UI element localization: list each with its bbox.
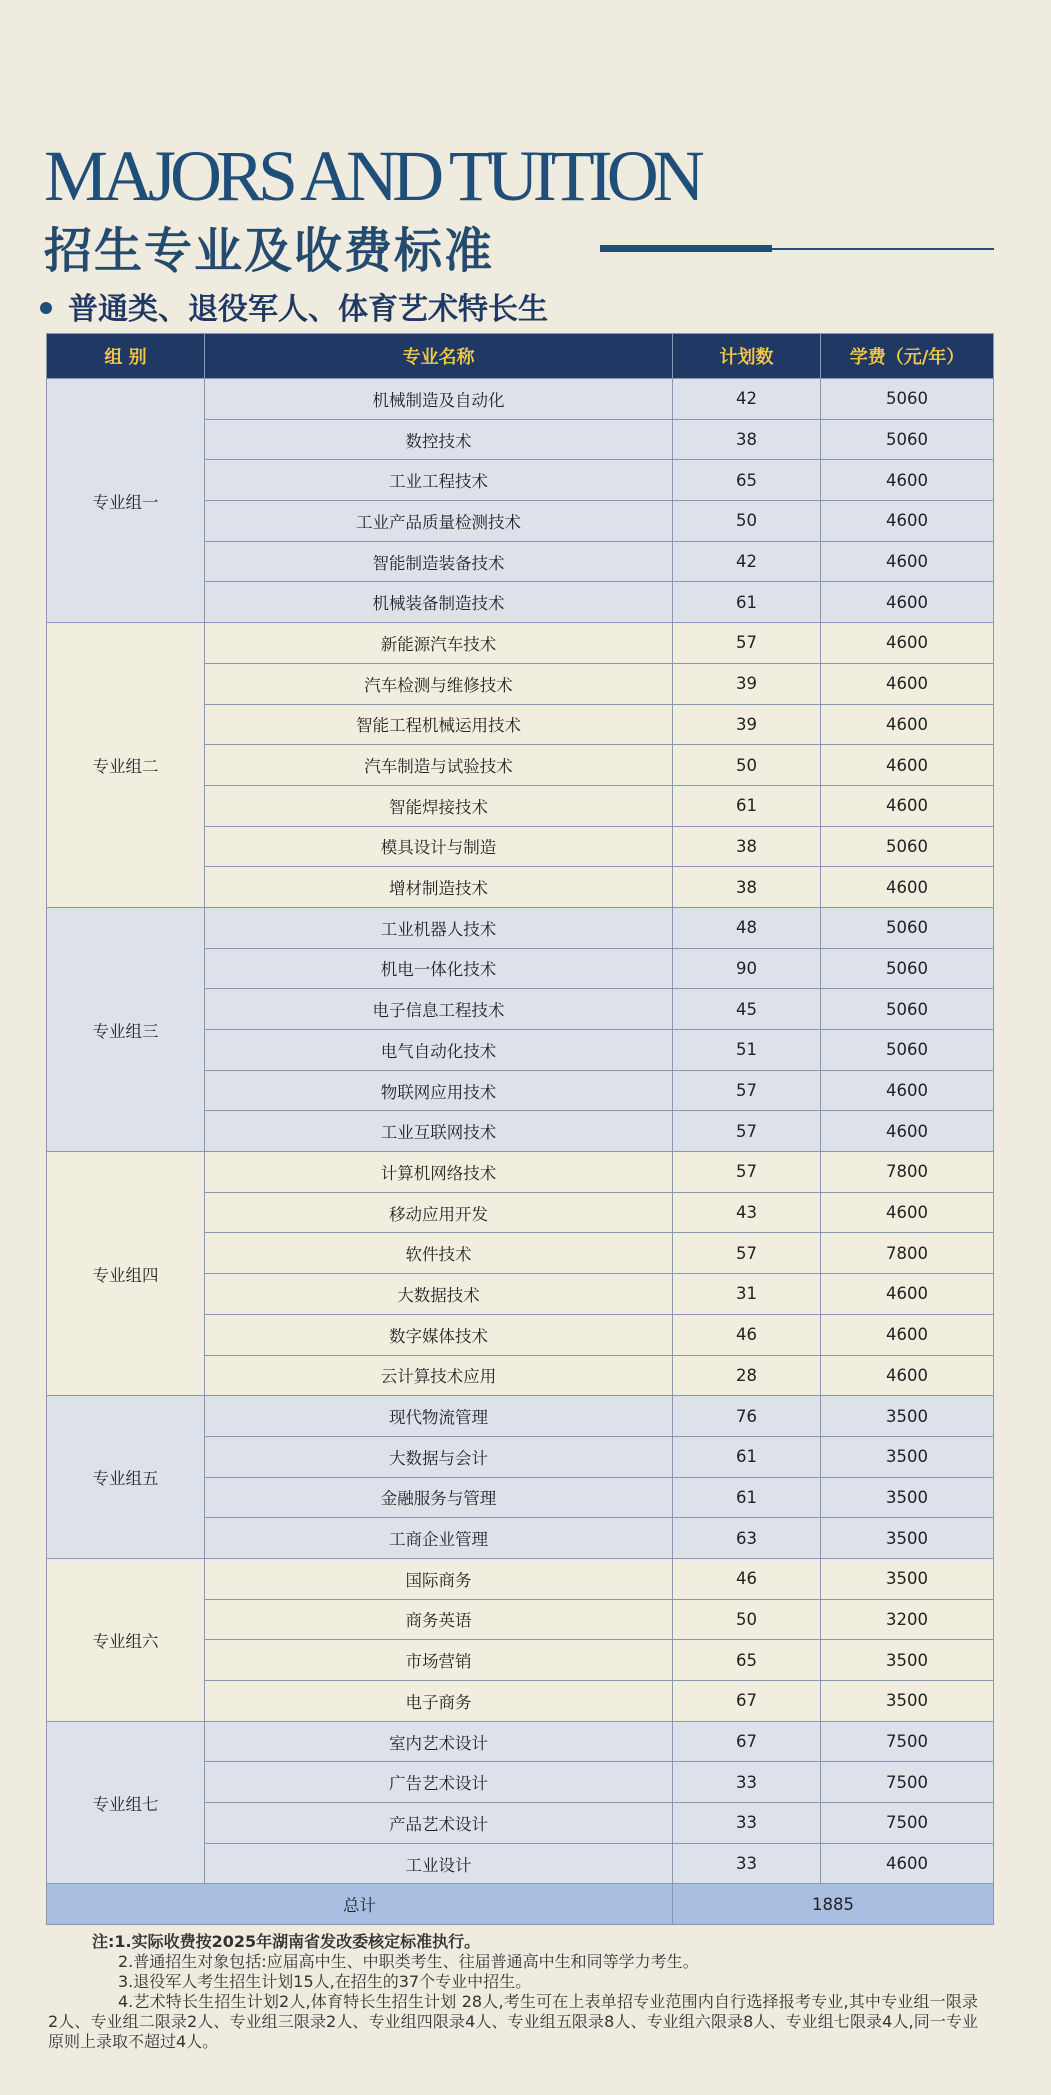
plan-cell: 50 (673, 501, 821, 542)
plan-cell: 28 (673, 1355, 821, 1396)
fee-cell: 7500 (821, 1721, 994, 1762)
notes-label: 注 (92, 1932, 109, 1951)
plan-cell: 57 (673, 1152, 821, 1193)
section-subtitle-text: 普通类、退役军人、体育艺术特长生 (68, 292, 548, 327)
fee-cell: 5060 (821, 907, 994, 948)
major-cell: 工业设计 (205, 1843, 673, 1884)
table-row (47, 1152, 994, 1193)
total-row (47, 1884, 994, 1925)
major-cell: 物联网应用技术 (205, 1070, 673, 1111)
header-fee: 学费（元/年） (821, 334, 994, 379)
major-cell: 机械装备制造技术 (205, 582, 673, 623)
plan-cell: 65 (673, 460, 821, 501)
tuition-table (46, 333, 994, 1925)
plan-cell: 39 (673, 704, 821, 745)
plan-cell: 61 (673, 582, 821, 623)
header-plan: 计划数 (673, 334, 821, 379)
major-cell: 工商企业管理 (205, 1518, 673, 1559)
fee-cell: 3500 (821, 1477, 994, 1518)
fee-cell: 4600 (821, 623, 994, 664)
fee-cell: 3500 (821, 1518, 994, 1559)
note-3: 3.退役军人考生招生计划15人,在招生的37个专业中招生。 (118, 1972, 532, 1991)
plan-cell: 33 (673, 1803, 821, 1844)
major-cell: 金融服务与管理 (205, 1477, 673, 1518)
fee-cell: 4600 (821, 1192, 994, 1233)
major-cell: 模具设计与制造 (205, 826, 673, 867)
major-cell: 软件技术 (205, 1233, 673, 1274)
major-cell: 国际商务 (205, 1558, 673, 1599)
notes (48, 1932, 978, 2052)
major-cell: 电子信息工程技术 (205, 989, 673, 1030)
header-group: 组 别 (47, 334, 205, 379)
fee-cell: 4600 (821, 460, 994, 501)
fee-cell: 5060 (821, 826, 994, 867)
major-cell: 电子商务 (205, 1681, 673, 1722)
note-2: 2.普通招生对象包括:应届高中生、中职类考生、往届普通高中生和同等学力考生。 (118, 1952, 699, 1971)
fee-cell: 4600 (821, 1070, 994, 1111)
section-subtitle (40, 290, 548, 330)
fee-cell: 4600 (821, 1843, 994, 1884)
plan-cell: 65 (673, 1640, 821, 1681)
major-cell: 电气自动化技术 (205, 1030, 673, 1071)
plan-cell: 38 (673, 826, 821, 867)
fee-cell: 7500 (821, 1762, 994, 1803)
fee-cell: 7500 (821, 1803, 994, 1844)
major-cell: 室内艺术设计 (205, 1721, 673, 1762)
table-row (47, 1396, 994, 1437)
plan-cell: 42 (673, 541, 821, 582)
plan-cell: 61 (673, 1436, 821, 1477)
major-cell: 数字媒体技术 (205, 1314, 673, 1355)
major-cell: 智能焊接技术 (205, 785, 673, 826)
fee-cell: 3500 (821, 1436, 994, 1477)
fee-cell: 4600 (821, 1314, 994, 1355)
table-row (47, 379, 994, 420)
major-cell: 现代物流管理 (205, 1396, 673, 1437)
plan-cell: 51 (673, 1030, 821, 1071)
fee-cell: 4600 (821, 1111, 994, 1152)
major-cell: 广告艺术设计 (205, 1762, 673, 1803)
fee-cell: 5060 (821, 989, 994, 1030)
plan-cell: 33 (673, 1762, 821, 1803)
major-cell: 新能源汽车技术 (205, 623, 673, 664)
major-cell: 计算机网络技术 (205, 1152, 673, 1193)
plan-cell: 48 (673, 907, 821, 948)
plan-cell: 43 (673, 1192, 821, 1233)
major-cell: 商务英语 (205, 1599, 673, 1640)
group-cell: 专业组四 (47, 1152, 205, 1396)
major-cell: 工业产品质量检测技术 (205, 501, 673, 542)
fee-cell: 7800 (821, 1233, 994, 1274)
plan-cell: 67 (673, 1721, 821, 1762)
title-chinese: 招生专业及收费标准 (44, 223, 495, 279)
major-cell: 数控技术 (205, 419, 673, 460)
plan-cell: 31 (673, 1274, 821, 1315)
major-cell: 大数据与会计 (205, 1436, 673, 1477)
plan-cell: 45 (673, 989, 821, 1030)
plan-cell: 57 (673, 1070, 821, 1111)
table-row (47, 1721, 994, 1762)
total-value: 1885 (673, 1884, 994, 1925)
note-4: 4.艺术特长生招生计划2人,体育特长生招生计划 28人,考生可在上表单招专业范围内自行选择报考专业,其中专业组一限录2人、专业组二限录2人、专业组三限录2人、专业组四限录4人、专业组五限录8人、专业组六限录8人、专业组七限录4人,同一专业原则上录取不超过4人。 (48, 1992, 978, 2051)
fee-cell: 4600 (821, 745, 994, 786)
fee-cell: 4600 (821, 785, 994, 826)
plan-cell: 61 (673, 785, 821, 826)
fee-cell: 7800 (821, 1152, 994, 1193)
table-row (47, 907, 994, 948)
fee-cell: 3200 (821, 1599, 994, 1640)
group-cell: 专业组六 (47, 1558, 205, 1721)
bullet-icon (40, 302, 52, 314)
fee-cell: 3500 (821, 1640, 994, 1681)
fee-cell: 4600 (821, 867, 994, 908)
plan-cell: 50 (673, 745, 821, 786)
plan-cell: 57 (673, 1233, 821, 1274)
plan-cell: 42 (673, 379, 821, 420)
table-row (47, 1558, 994, 1599)
fee-cell: 3500 (821, 1396, 994, 1437)
fee-cell: 5060 (821, 419, 994, 460)
fee-cell: 4600 (821, 1355, 994, 1396)
plan-cell: 90 (673, 948, 821, 989)
total-label: 总计 (47, 1884, 673, 1925)
fee-cell: 5060 (821, 948, 994, 989)
major-cell: 机电一体化技术 (205, 948, 673, 989)
major-cell: 移动应用开发 (205, 1192, 673, 1233)
plan-cell: 46 (673, 1314, 821, 1355)
fee-cell: 4600 (821, 663, 994, 704)
fee-cell: 3500 (821, 1681, 994, 1722)
title-decor-line-thin (772, 248, 994, 250)
group-cell: 专业组二 (47, 623, 205, 908)
plan-cell: 61 (673, 1477, 821, 1518)
major-cell: 智能工程机械运用技术 (205, 704, 673, 745)
title-english: MAJORS AND TUITION (44, 136, 699, 216)
major-cell: 市场营销 (205, 1640, 673, 1681)
title-decor-line-thick (600, 245, 772, 252)
plan-cell: 38 (673, 867, 821, 908)
group-cell: 专业组五 (47, 1396, 205, 1559)
major-cell: 产品艺术设计 (205, 1803, 673, 1844)
major-cell: 机械制造及自动化 (205, 379, 673, 420)
group-cell: 专业组七 (47, 1721, 205, 1884)
table-body (47, 379, 994, 1925)
group-cell: 专业组一 (47, 379, 205, 623)
plan-cell: 57 (673, 1111, 821, 1152)
fee-cell: 4600 (821, 582, 994, 623)
plan-cell: 57 (673, 623, 821, 664)
plan-cell: 38 (673, 419, 821, 460)
major-cell: 工业机器人技术 (205, 907, 673, 948)
plan-cell: 33 (673, 1843, 821, 1884)
plan-cell: 46 (673, 1558, 821, 1599)
major-cell: 云计算技术应用 (205, 1355, 673, 1396)
major-cell: 工业工程技术 (205, 460, 673, 501)
table-row (47, 623, 994, 664)
plan-cell: 50 (673, 1599, 821, 1640)
note-1: 注:1.实际收费按2025年湖南省发改委核定标准执行。 (92, 1932, 481, 1951)
group-cell: 专业组三 (47, 907, 205, 1151)
plan-cell: 76 (673, 1396, 821, 1437)
fee-cell: 4600 (821, 501, 994, 542)
fee-cell: 4600 (821, 541, 994, 582)
major-cell: 汽车制造与试验技术 (205, 745, 673, 786)
fee-cell: 4600 (821, 1274, 994, 1315)
major-cell: 大数据技术 (205, 1274, 673, 1315)
major-cell: 智能制造装备技术 (205, 541, 673, 582)
fee-cell: 5060 (821, 379, 994, 420)
header-major: 专业名称 (205, 334, 673, 379)
major-cell: 增材制造技术 (205, 867, 673, 908)
major-cell: 汽车检测与维修技术 (205, 663, 673, 704)
plan-cell: 39 (673, 663, 821, 704)
major-cell: 工业互联网技术 (205, 1111, 673, 1152)
plan-cell: 63 (673, 1518, 821, 1559)
fee-cell: 4600 (821, 704, 994, 745)
plan-cell: 67 (673, 1681, 821, 1722)
table-header (47, 334, 994, 379)
note-1-text: 1.实际收费按2025年湖南省发改委核定标准执行。 (114, 1932, 481, 1951)
fee-cell: 3500 (821, 1558, 994, 1599)
fee-cell: 5060 (821, 1030, 994, 1071)
